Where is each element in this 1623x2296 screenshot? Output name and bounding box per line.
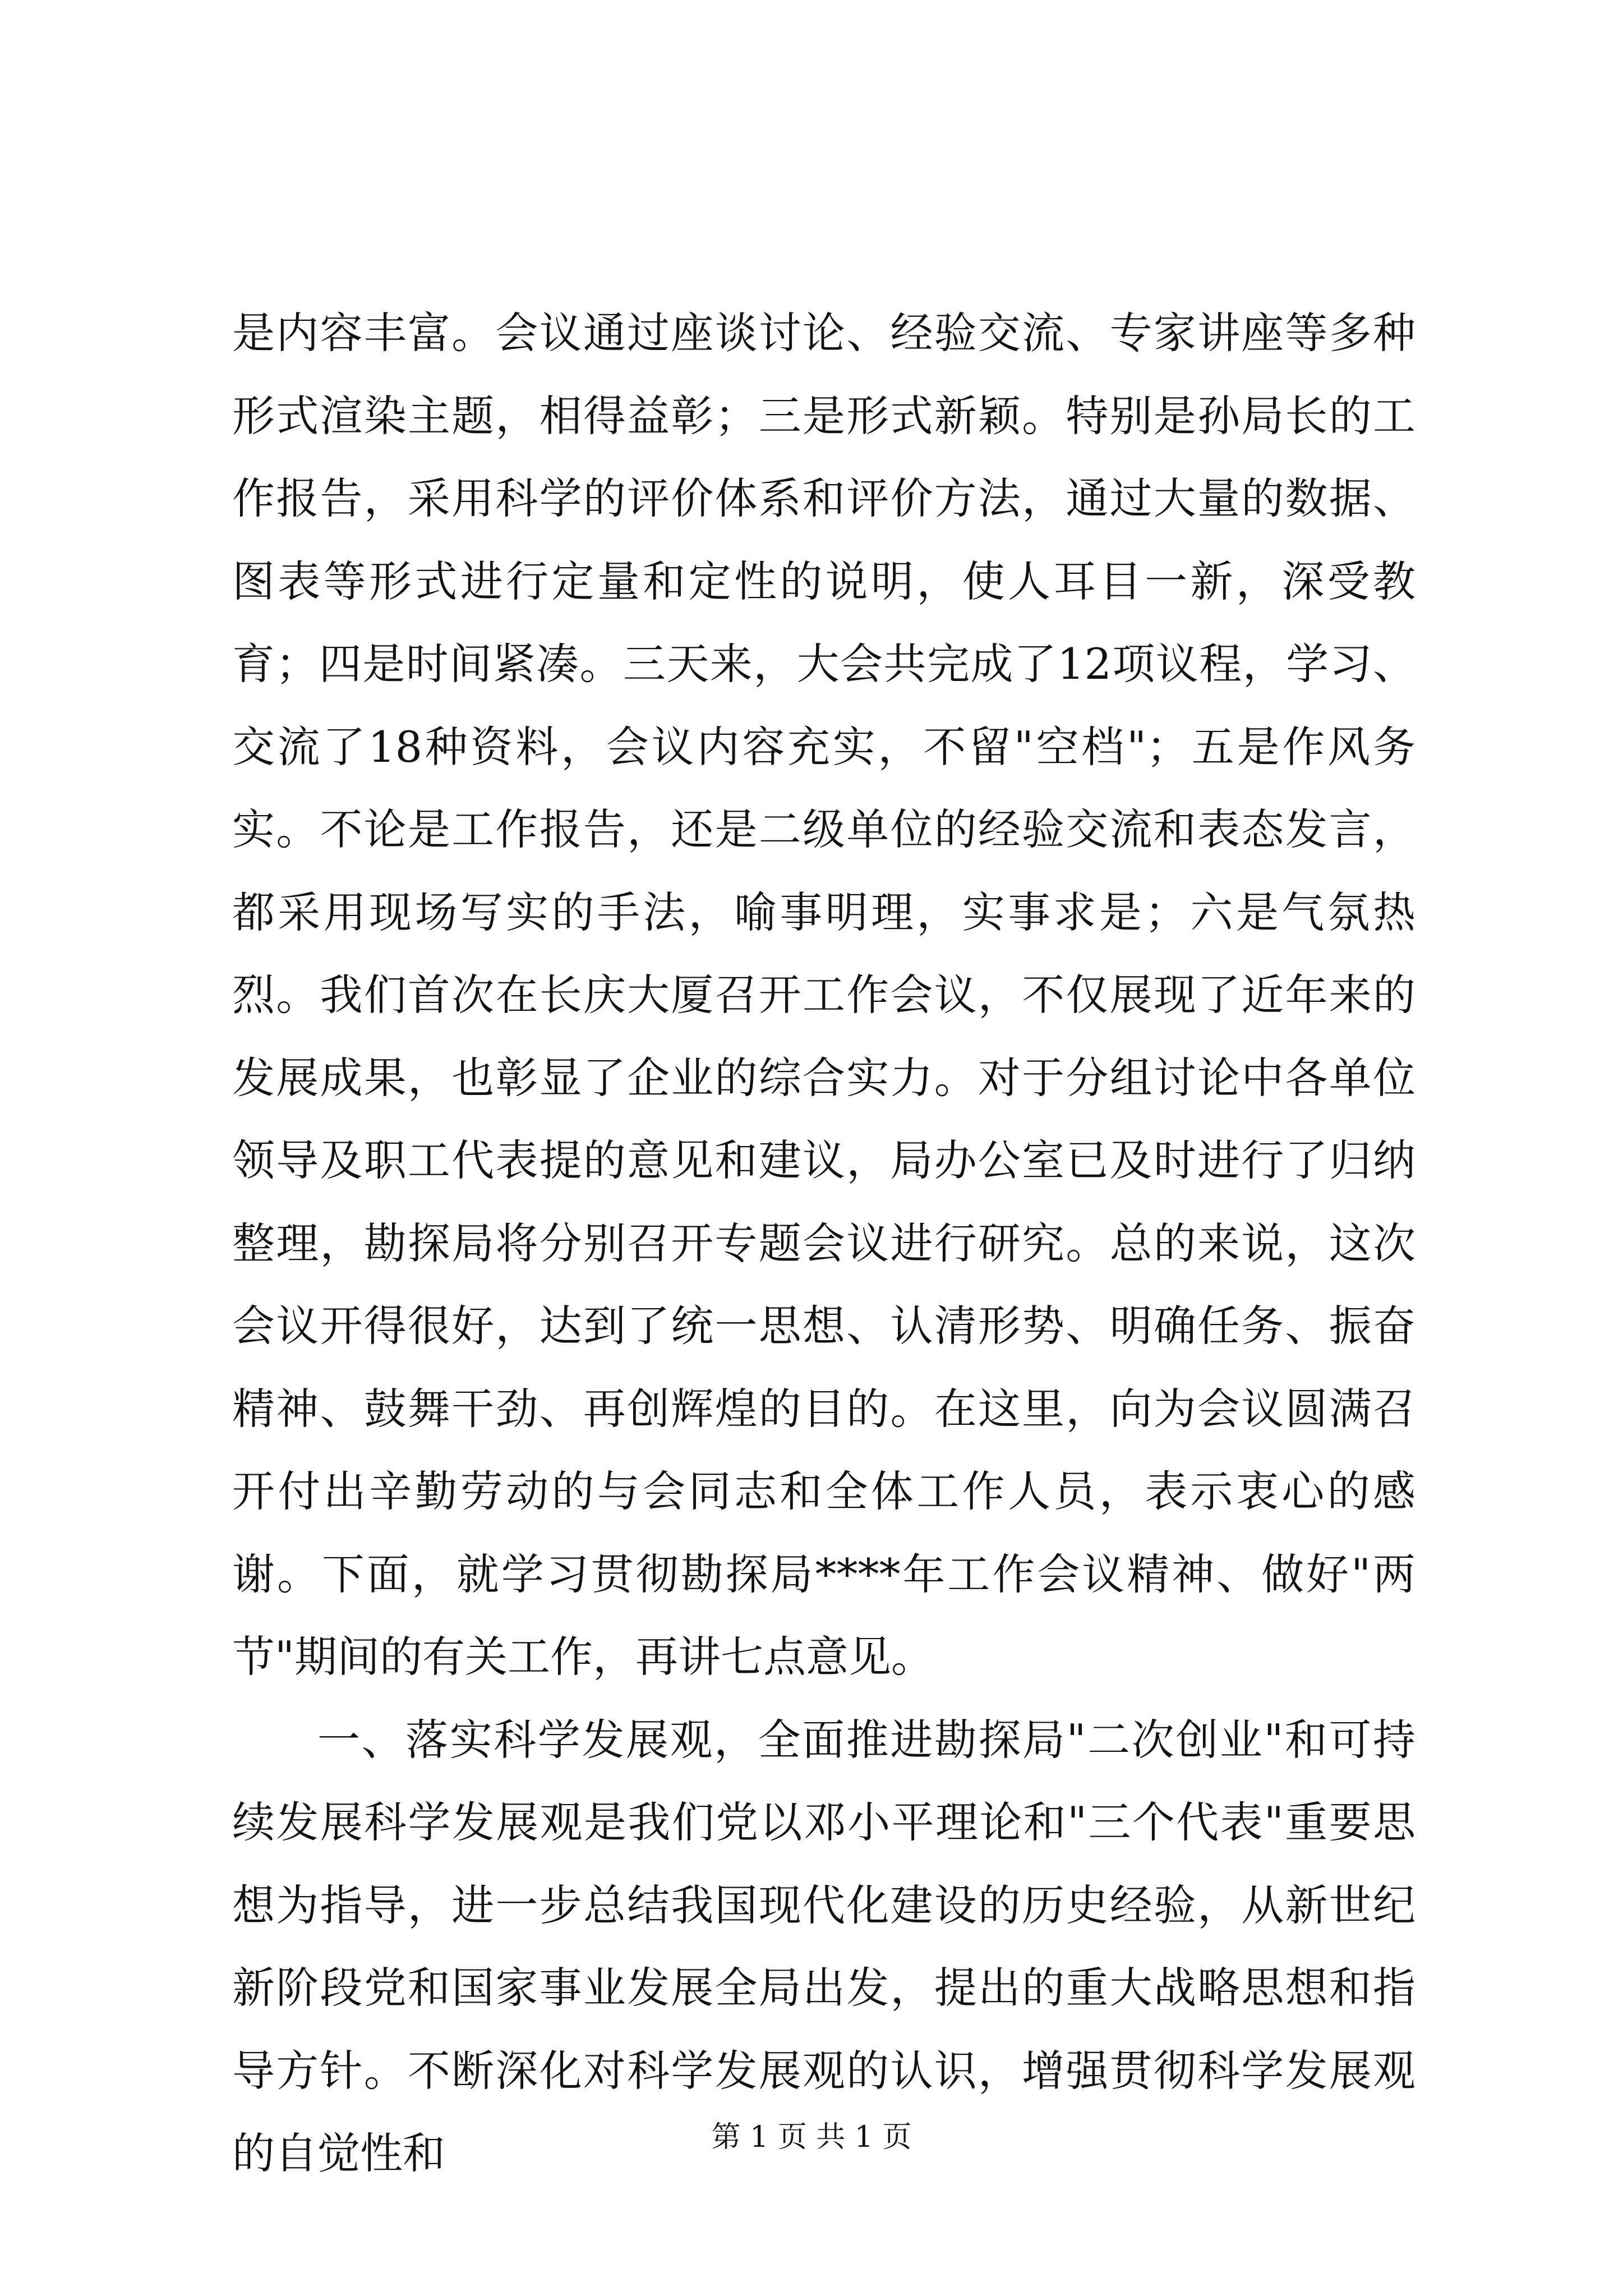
page-footer: 第 1 页 共 1 页 — [711, 2120, 912, 2154]
paragraph-continuation: 是内容丰富。会议通过座谈讨论、经验交流、专家讲座等多种形式渲染主题，相得益彰；三是形式新颖。特别是孙局长的工作报告，采用科学的评价体系和评价方法，通过大量的数据、图表等形式进行定量和定性的说明，使人耳目一新，深受教育；四是时间紧凑。三天来，大会共完成了12项议程，学习、交流了18种资料，会议内容充实，不留"空档"；五是作风务实。不论是工作报告，还是二级单位的经验交流和表态发言，都采用现场写实的手法，喻事明理，实事求是；六是气氛热烈。我们首次在长庆大厦召开工作会议，不仅展现了近年来的发展成果，也彰显了企业的综合实力。对于分组讨论中各单位领导及职工代表提的意见和建议，局办公室已及时进行了归纳整理，勘探局将分别召开专题会议进行研究。总的来说，这次会议开得很好，达到了统一思想、认清形势、明确任务、振奋精神、鼓舞干劲、再创辉煌的目的。在这里，向为会议圆满召开付出辛勤劳动的与会同志和全体工作人员，表示衷心的感谢。下面，就学习贯彻勘探局****年工作会议精神、做好"两节"期间的有关工作，再讲七点意见。 — [232, 308, 1415, 1682]
paragraph-section-one: 一、落实科学发展观，全面推进勘探局"二次创业"和可持续发展科学发展观是我们党以邓小平理论和"三个代表"重要思想为指导，进一步总结我国现代化建设的历史经验，从新世纪新阶段党和国家事业发展全局出发，提出的重大战略思想和指导方针。不断深化对科学发展观的认识，增强贯彻科学发展观的自觉性和 — [232, 1714, 1415, 2178]
document-body — [232, 292, 1415, 2195]
